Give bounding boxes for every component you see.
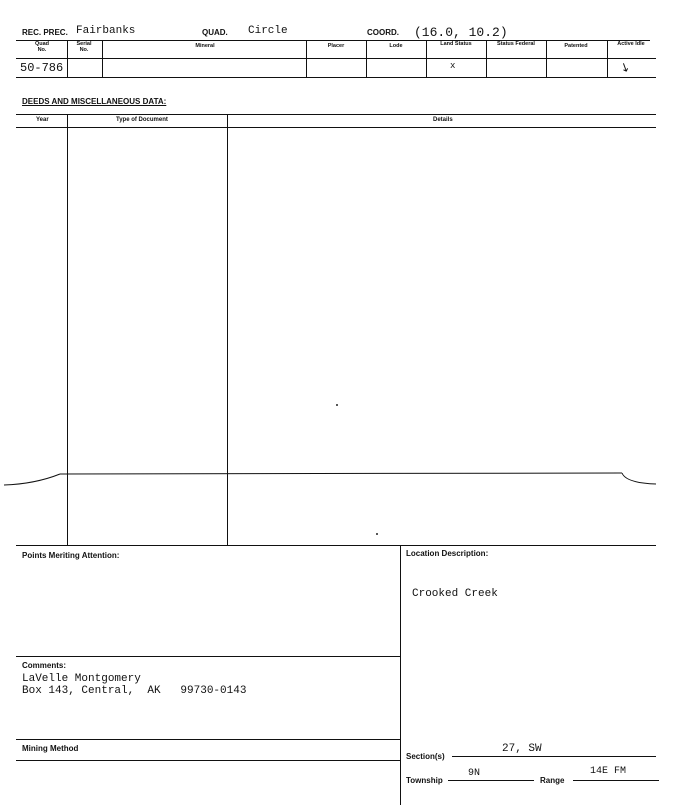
- col-divider: [426, 40, 427, 77]
- rec-prec-value: Fairbanks: [76, 25, 136, 37]
- section-underline: [452, 756, 656, 757]
- col-divider: [306, 40, 307, 77]
- section-value: 27, SW: [502, 743, 542, 755]
- comments-label: Comments:: [22, 661, 67, 670]
- comments-line-2: Box 143, Central, AK 99730-0143: [22, 685, 247, 697]
- rec-prec-label: REC. PREC.: [22, 28, 68, 37]
- deeds-col-details: Details: [433, 117, 453, 123]
- comments-top-rule: [16, 656, 400, 657]
- speck: [336, 404, 338, 406]
- row-land-status: x: [450, 61, 456, 71]
- row-quad-no: 50-786: [20, 61, 64, 75]
- col-divider: [486, 40, 487, 77]
- deeds-top-rule: [16, 114, 656, 115]
- range-underline: [573, 780, 659, 781]
- col-patented: Patented: [564, 43, 588, 49]
- quad-value: Circle: [248, 25, 288, 37]
- deeds-header-rule: [16, 127, 656, 128]
- col-divider: [366, 40, 367, 77]
- deeds-col-year: Year: [36, 117, 49, 123]
- col-lode: Lode: [389, 43, 403, 49]
- quad-label: QUAD.: [202, 28, 228, 37]
- lower-divider: [400, 545, 401, 805]
- header-rule: [16, 40, 650, 41]
- mining-bottom-rule: [16, 760, 400, 761]
- section-label: Section(s): [406, 752, 445, 761]
- col-active-idle: Active Idle: [617, 41, 645, 47]
- location-label: Location Description:: [406, 549, 489, 558]
- col-quad-no: Quad No.: [34, 41, 50, 53]
- col-mineral: Mineral: [195, 43, 215, 49]
- col-divider: [67, 40, 68, 77]
- mining-top-rule: [16, 739, 400, 740]
- township-underline: [448, 780, 534, 781]
- header-rule-3: [16, 77, 656, 78]
- location-value: Crooked Creek: [412, 588, 498, 600]
- mining-label: Mining Method: [22, 744, 79, 753]
- col-serial-no: Serial No.: [76, 41, 92, 53]
- coord-value: (16.0, 10.2): [414, 25, 508, 40]
- coord-label: COORD.: [367, 28, 399, 37]
- col-divider: [102, 40, 103, 77]
- comments-line-1: LaVelle Montgomery: [22, 673, 141, 685]
- fold-mark: [0, 470, 678, 500]
- deeds-bottom-rule: [16, 545, 656, 546]
- range-label: Range: [540, 776, 565, 785]
- col-land-status: Land Status: [440, 41, 472, 47]
- col-placer: Placer: [327, 43, 345, 49]
- deeds-title: DEEDS AND MISCELLANEOUS DATA:: [22, 97, 167, 106]
- speck: [376, 533, 378, 535]
- col-status-federal: Status Federal: [497, 41, 535, 47]
- active-idle-mark: ↘: [617, 58, 633, 76]
- header-rule-2: [16, 58, 656, 59]
- col-divider: [607, 40, 608, 77]
- township-value: 9N: [468, 768, 481, 779]
- township-label: Township: [406, 776, 443, 785]
- col-divider: [546, 40, 547, 77]
- deeds-col-type: Type of Document: [116, 117, 168, 123]
- range-value: 14E FM: [590, 766, 627, 777]
- points-label: Points Meriting Attention:: [22, 551, 120, 560]
